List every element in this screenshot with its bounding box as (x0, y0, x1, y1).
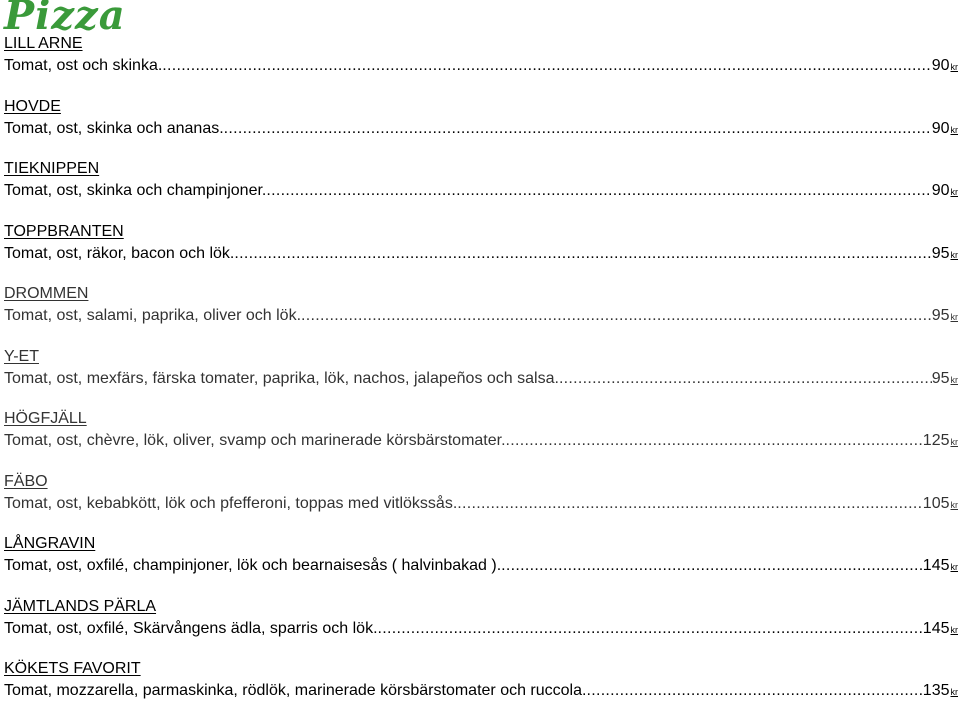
menu-item-name: HÖGFJÄLL (4, 410, 87, 427)
menu-item-name: KÖKETS FAVORIT (4, 660, 141, 677)
menu-item-name: DROMMEN (4, 285, 89, 302)
menu-item-line (4, 554, 958, 579)
currency-unit: kr (950, 562, 958, 572)
menu-item (4, 408, 958, 471)
menu-item-name: TOPPBRANTEN (4, 222, 124, 240)
currency-unit: kr (950, 624, 958, 635)
dot-leader (301, 304, 932, 328)
menu-item-line (4, 679, 958, 704)
menu-item-line (4, 367, 958, 392)
menu-item-description: Tomat, ost, skinka och champinjoner. (4, 182, 267, 199)
menu-item-line (4, 429, 958, 454)
menu-item-line (4, 117, 958, 142)
menu-item (4, 283, 958, 346)
dot-leader (162, 54, 931, 78)
pizza-menu-list (4, 33, 958, 721)
menu-item (4, 346, 958, 409)
currency-unit: kr (950, 687, 958, 697)
menu-item-price: 90 (931, 57, 950, 74)
dot-leader (506, 429, 923, 453)
menu-item-name: Y-ET (4, 347, 39, 365)
menu-item (4, 658, 958, 721)
currency-unit: kr (950, 312, 958, 322)
menu-item-description: Tomat, ost och skinka. (4, 57, 163, 74)
menu-item-description: Tomat, ost, mexfärs, färska tomater, paprika, lök, nachos, jalapeños och salsa. (4, 369, 559, 387)
menu-item-line (4, 492, 958, 517)
menu-item-line (4, 242, 958, 267)
menu-item-line (4, 617, 958, 642)
menu-item-description: Tomat, mozzarella, parmaskinka, rödlök, marinerade körsbärstomater och ruccola. (4, 682, 587, 699)
menu-item-name: HOVDE (4, 97, 61, 115)
menu-item-price: 135 (922, 682, 950, 699)
dot-leader (586, 679, 922, 703)
currency-unit: kr (950, 437, 958, 447)
menu-item-price: 95 (931, 307, 950, 324)
dot-leader (378, 617, 923, 641)
menu-item-description: Tomat, ost, oxfilé, Skärvångens ädla, sparris och lök. (4, 619, 378, 637)
menu-item (4, 158, 958, 221)
menu-item (4, 596, 958, 659)
menu-item-price: 125 (922, 432, 950, 449)
currency-unit: kr (950, 124, 958, 135)
menu-item-description: Tomat, ost, chèvre, lök, oliver, svamp och marinerade körsbärstomater. (4, 432, 506, 449)
menu-item-price: 95 (931, 244, 950, 262)
page-title: Pizza (4, 0, 126, 39)
menu-item-description: Tomat, ost, oxfilé, champinjoner, lök och bearnaisesås ( halvinbakad ). (4, 557, 502, 574)
menu-item-price: 145 (922, 619, 950, 637)
menu-item-description: Tomat, ost, räkor, bacon och lök. (4, 244, 235, 262)
dot-leader (457, 492, 923, 516)
menu-item (4, 96, 958, 159)
currency-unit: kr (950, 187, 958, 197)
menu-item-price: 95 (931, 369, 950, 387)
menu-item (4, 533, 958, 596)
menu-item-description: Tomat, ost, salami, paprika, oliver och lök. (4, 307, 302, 324)
menu-item-description: Tomat, ost, kebabkött, lök och pfefferoni, toppas med vitlökssås. (4, 494, 458, 512)
menu-item-name: FÄBO (4, 472, 48, 490)
currency-unit: kr (950, 374, 958, 385)
menu-item (4, 471, 958, 534)
menu-item-line (4, 304, 958, 329)
menu-item-line (4, 179, 958, 204)
dot-leader (266, 179, 931, 203)
menu-item-price: 90 (931, 182, 950, 199)
menu-item-price: 145 (922, 557, 950, 574)
menu-item-name: LÅNGRAVIN (4, 535, 96, 552)
currency-unit: kr (950, 499, 958, 510)
menu-item-name: TIEKNIPPEN (4, 160, 100, 177)
dot-leader (501, 554, 923, 578)
menu-item (4, 33, 958, 96)
dot-leader (224, 117, 932, 141)
menu-item-line (4, 54, 958, 79)
dot-leader (559, 367, 932, 391)
menu-item-price: 90 (931, 119, 950, 137)
currency-unit: kr (950, 249, 958, 260)
dot-leader (234, 242, 931, 266)
menu-item-name: JÄMTLANDS PÄRLA (4, 597, 157, 615)
menu-item-price: 105 (922, 494, 950, 512)
currency-unit: kr (950, 62, 958, 72)
menu-item-description: Tomat, ost, skinka och ananas. (4, 119, 224, 137)
menu-item (4, 221, 958, 284)
menu-item-name: LILL ARNE (4, 35, 83, 52)
